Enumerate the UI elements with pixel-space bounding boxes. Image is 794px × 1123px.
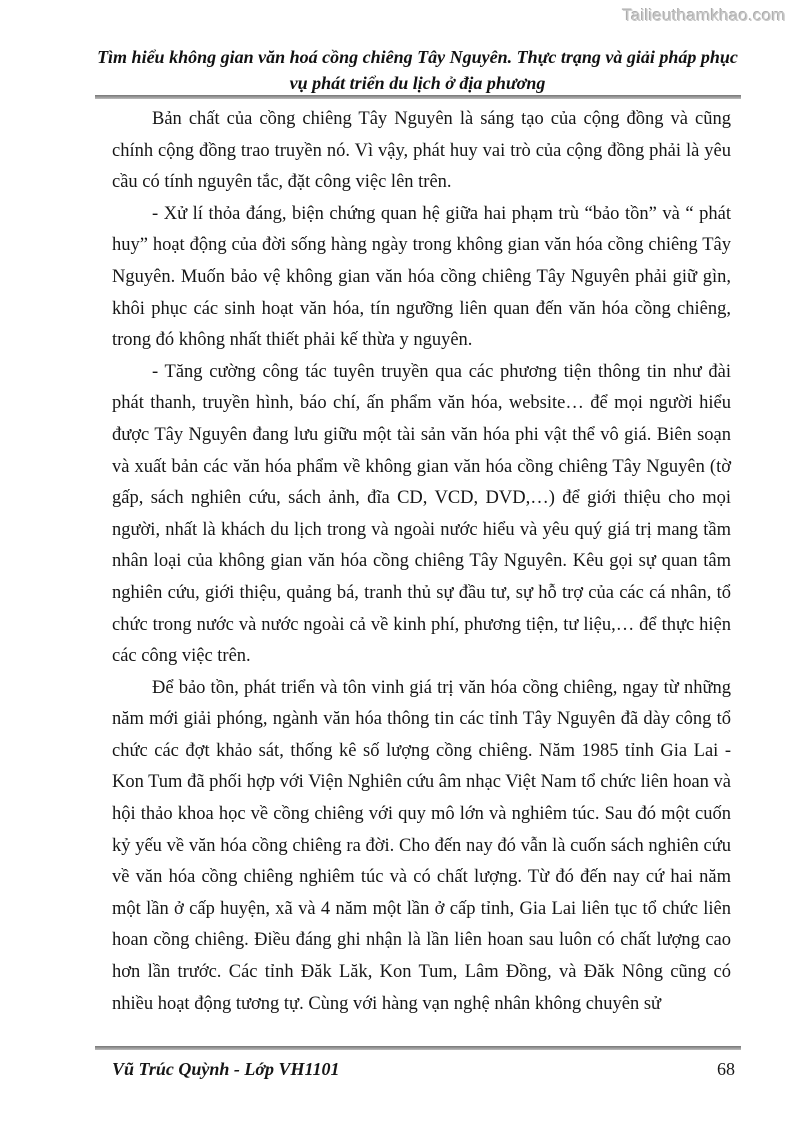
document-body [112,104,731,1020]
page-title: Tìm hiểu không gian văn hoá cồng chiêng Tây Nguyên. Thực trạng và giải pháp phục vụ phát triển du lịch ở địa phương [97,47,738,93]
paragraph: - Xử lí thỏa đáng, biện chứng quan hệ giữa hai phạm trù “bảo tồn” và “ phát huy” hoạt động của đời sống hàng ngày trong không gian văn hóa cồng chiêng Tây Nguyên. Muốn bảo vệ không gian văn hóa cồng chiêng Tây Nguyên phải giữ gìn, khôi phục các sinh hoạt văn hóa, tín ngưỡng liên quan đến văn hóa cồng chiêng, trong đó không nhất thiết phải kế thừa y nguyên. [112,203,731,351]
footer-author: Vũ Trúc Quỳnh - Lớp VH1101 [112,1059,340,1079]
footer-divider [95,1046,741,1050]
paragraph: - Tăng cường công tác tuyên truyền qua các phương tiện thông tin như đài phát thanh, truyền hình, báo chí, ấn phẩm văn hóa, website… để mọi người hiểu được Tây Nguyên đang lưu giữu một tài sản văn hóa phi vật thể vô giá. Biên soạn và xuất bản các văn hóa phẩm về không gian văn hóa cồng chiêng Tây Nguyên (tờ gấp, sách nghiên cứu, sách ảnh, đĩa CD, VCD, DVD,…) để giới thiệu cho mọi người, nhất là khách du lịch trong và ngoài nước hiểu và yêu quý giá trị mang tầm nhân loại của không gian văn hóa cồng chiêng Tây Nguyên. Kêu gọi sự quan tâm nghiên cứu, giới thiệu, quảng bá, tranh thủ sự đầu tư, sự hỗ trợ của các cá nhân, tổ chức trong nước và nước ngoài cả về kinh phí, phương tiện, tư liệu,… để thực hiện các công việc trên. [112,361,731,667]
paragraph: Bản chất của cồng chiêng Tây Nguyên là sáng tạo của cộng đồng và cũng chính cộng đồng trao truyền nó. Vì vậy, phát huy vai trò của cộng đồng phải là yêu cầu có tính nguyên tắc, đặt công việc lên trên. [112,109,731,193]
header-divider [95,95,741,99]
watermark: Tailieuthamkhao.com [622,6,786,25]
footer [95,1055,741,1083]
paragraph: Để bảo tồn, phát triển và tôn vinh giá trị văn hóa cồng chiêng, ngay từ những năm mới giải phóng, ngành văn hóa thông tin các tỉnh Tây Nguyên đã dày công tổ chức các đợt khảo sát, thống kê số lượng cồng chiêng. Năm 1985 tỉnh Gia Lai - Kon Tum đã phối hợp với Viện Nghiên cứu âm nhạc Việt Nam tổ chức liên hoan và hội thảo khoa học về cồng chiêng với quy mô lớn và nghiêm túc. Sau đó một cuốn kỷ yếu về văn hóa cồng chiêng ra đời. Cho đến nay đó vẫn là cuốn sách nghiên cứu về văn hóa cồng chiêng nghiêm túc và có chất lượng. Từ đó đến nay cứ hai năm một lần ở cấp huyện, xã và 4 năm một lần ở cấp tỉnh, Gia Lai liên tục tổ chức liên hoan cồng chiêng. Điều đáng ghi nhận là lần liên hoan sau luôn có chất lượng cao hơn lần trước. Các tỉnh Đăk Lăk, Kon Tum, Lâm Đồng, và Đăk Nông cũng có nhiều hoạt động tương tự. Cùng với hàng vạn nghệ nhân không chuyên sử [112,677,731,1014]
page-number: 68 [717,1059,735,1079]
